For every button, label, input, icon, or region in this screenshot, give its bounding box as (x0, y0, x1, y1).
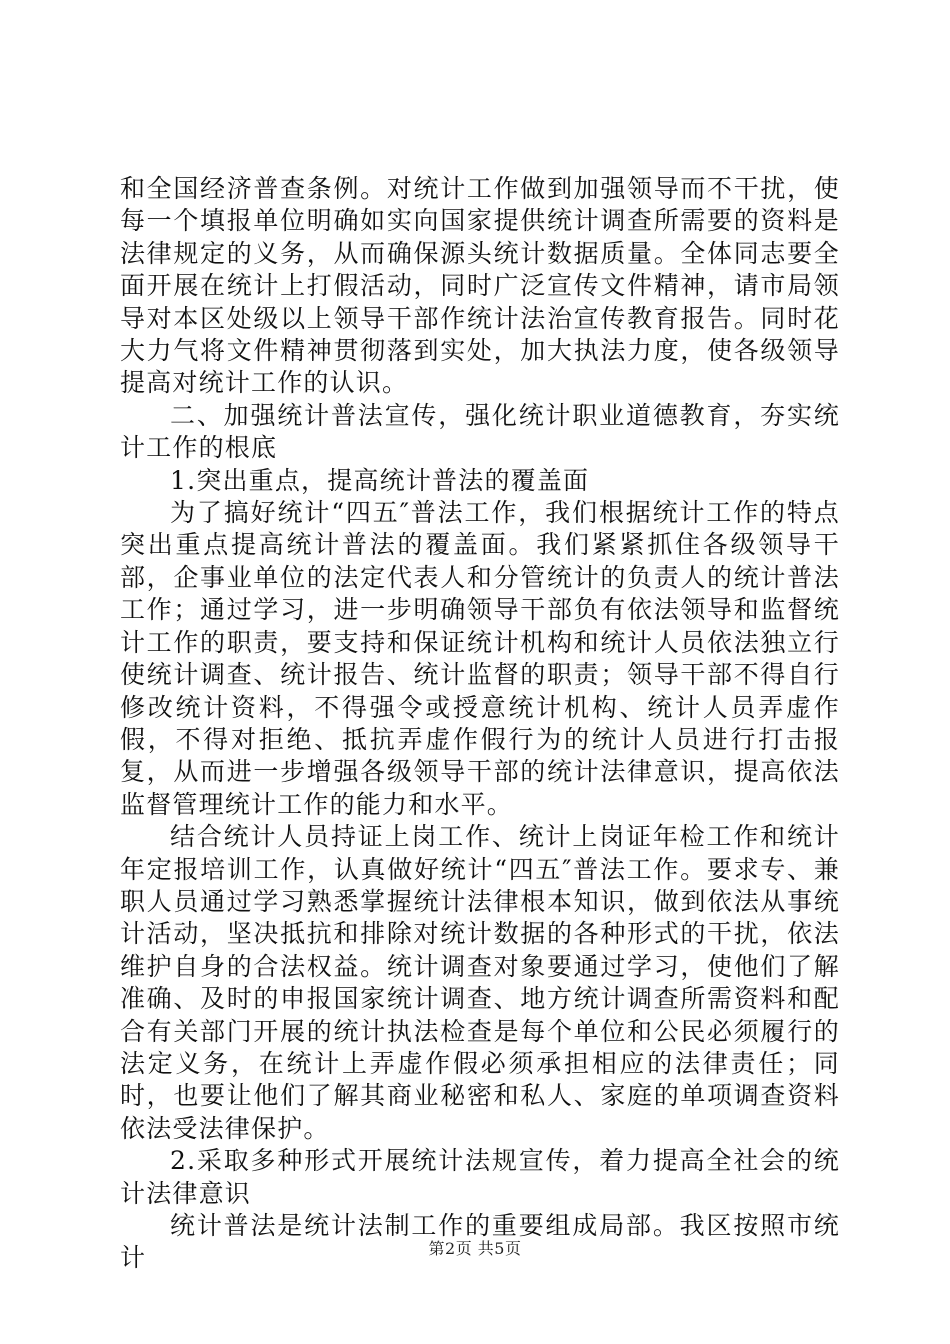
subheading-2-2: 2.采取多种形式开展统计法规宣传，着力提高全社会的统计法律意识 (120, 1146, 840, 1208)
document-body (120, 173, 840, 1275)
paragraph-4: 统计普法是统计法制工作的重要组成局部。我区按照市统计 (120, 1211, 840, 1273)
paragraph-1: 和全国经济普查条例。对统计工作做到加强领导而不干扰，使每一个填报单位明确如实向国家提供统计调查所需要的资料是法律规定的义务，从而确保源头统计数据质量。全体同志要全面开展在统计上打假活动，同时广泛宣传文件精神，请市局领导对本区处级以上领导干部作统计法治宣传教育报告。同时花大力气将文件精神贯彻落到实处，加大执法力度，使各级领导提高对统计工作的认识。 (120, 174, 840, 398)
subheading-2-1: 1.突出重点，提高统计普法的覆盖面 (170, 465, 590, 495)
paragraph-2: 为了搞好统计“四五″普法工作，我们根据统计工作的特点突出重点提高统计普法的覆盖面。我们紧紧抓住各级领导干部，企事业单位的法定代表人和分管统计的负责人的统计普法工作；通过学习，进一步明确领导干部负有依法领导和监督统计工作的职责，要支持和保证统计机构和统计人员依法独立行使统计调查、统计报告、统计监督的职责；领导干部不得自行修改统计资料，不得强令或授意统计机构、统计人员弄虚作假，不得对拒绝、抵抗弄虚作假行为的统计人员进行打击报复，从而进一步增强各级领导干部的统计法律意识，提高依法监督管理统计工作的能力和水平。 (120, 498, 840, 819)
section-heading-2: 二、加强统计普法宣传，强化统计职业道德教育，夯实统计工作的根底 (120, 400, 840, 463)
page-footer: 第2页 共5页 (428, 1239, 522, 1258)
paragraph-3: 结合统计人员持证上岗工作、统计上岗证年检工作和统计年定报培训工作，认真做好统计“四五″普法工作。要求专、兼职人员通过学习熟悉掌握统计法律根本知识，做到依法从事统计活动，坚决抵抗和排除对统计数据的各种形式的干扰，依法维护自身的合法权益。统计调查对象要通过学习，使他们了解准确、及时的申报国家统计调查、地方统计调查所需资料和配合有关部门开展的统计执法检查是每个单位和公民必须履行的法定义务，在统计上弄虚作假必须承担相应的法律责任；同时，也要让他们了解其商业秘密和私人、家庭的单项调查资料依法受法律保护。 (120, 822, 840, 1143)
